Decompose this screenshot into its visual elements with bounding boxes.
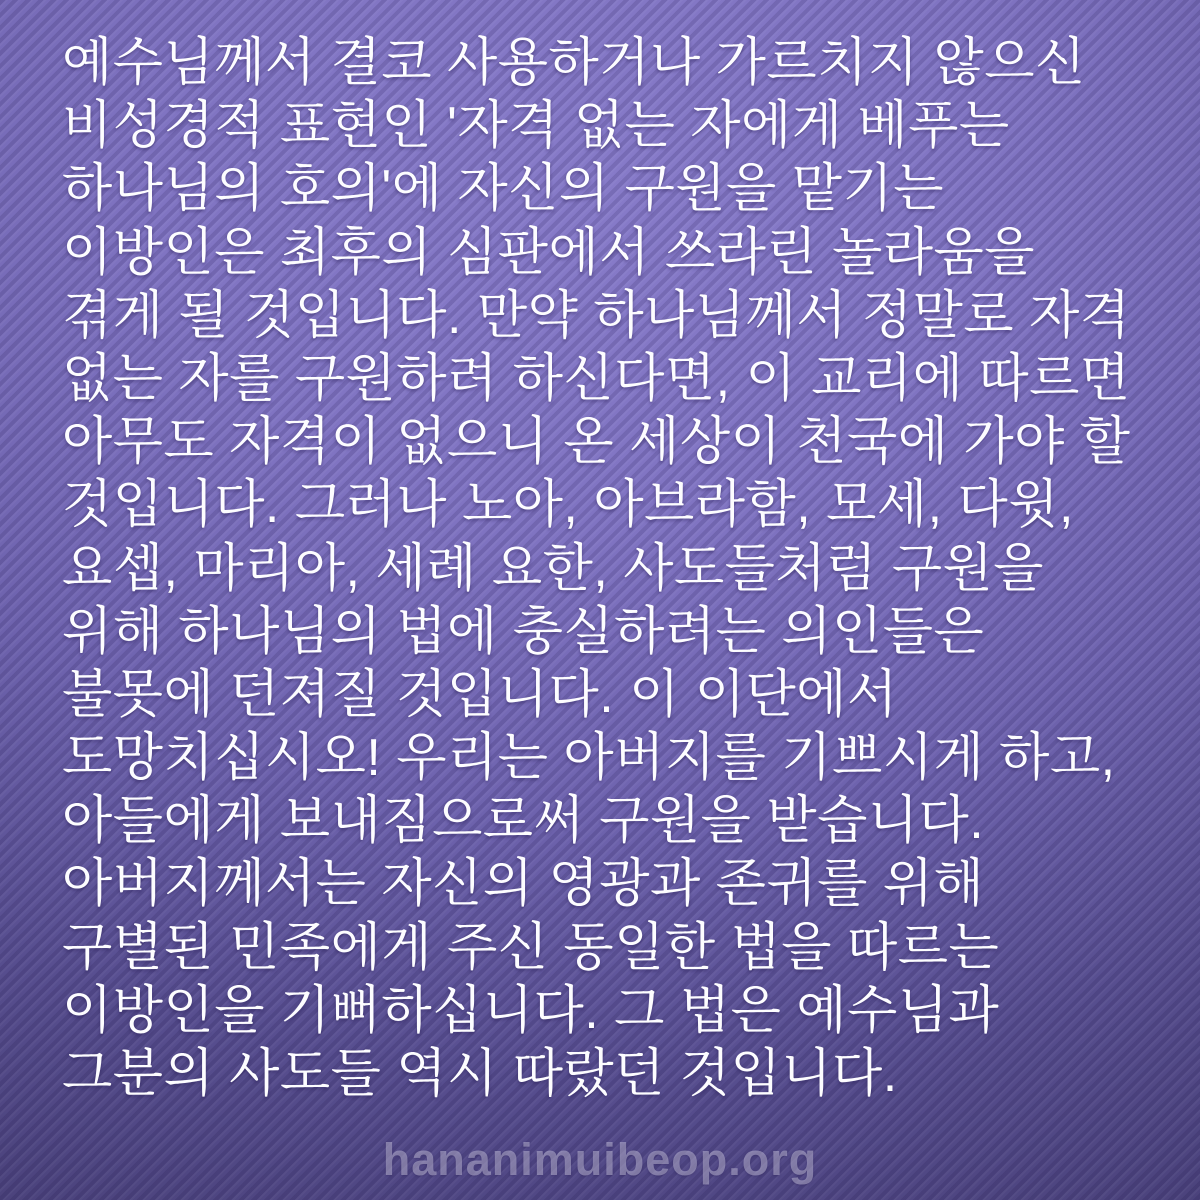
quote-line: 없는 자를 구원하려 하신다면, 이 교리에 따르면 — [62, 349, 1131, 408]
quote-line: 아버지께서는 자신의 영광과 존귀를 위해 — [62, 855, 985, 914]
quote-line: 그분의 사도들 역시 따랐던 것입니다. — [62, 1045, 898, 1103]
quote-line: 이방인은 최후의 심판에서 쓰라린 놀라움을 — [62, 223, 1035, 282]
quote-line: 구별된 민족에게 주신 동일한 법을 따르는 — [62, 918, 1000, 977]
quote-line: 이방인을 기뻐하십니다. 그 법은 예수님과 — [62, 981, 1000, 1040]
quote-line: 아무도 자격이 없으니 온 세상이 천국에 가야 할 — [62, 413, 1131, 472]
quote-line: 하나님의 호의'에 자신의 구원을 맡기는 — [62, 160, 944, 219]
quote-line: 예수님께서 결코 사용하거나 가르치지 않으신 — [62, 34, 1086, 92]
quote-line: 아들에게 보내짐으로써 구원을 받습니다. — [62, 792, 985, 851]
quote-text-block — [62, 32, 1164, 1106]
quote-line: 겪게 될 것입니다. 만약 하나님께서 정말로 자격 — [62, 286, 1131, 345]
quote-line: 불못에 던져질 것입니다. 이 이단에서 — [62, 665, 898, 724]
site-watermark: hananimuibeop.org — [382, 1134, 818, 1185]
quote-line: 비성경적 표현인 '자격 없는 자에게 베푸는 — [62, 97, 1010, 156]
quote-line: 도망치십시오! 우리는 아버지를 기쁘시게 하고, — [62, 729, 1116, 788]
quote-line: 요셉, 마리아, 세례 요한, 사도들처럼 구원을 — [62, 539, 1045, 598]
quote-line: 위해 하나님의 법에 충실하려는 의인들은 — [62, 602, 985, 661]
quote-line: 것입니다. 그러나 노아, 아브라함, 모세, 다윗, — [62, 476, 1074, 535]
